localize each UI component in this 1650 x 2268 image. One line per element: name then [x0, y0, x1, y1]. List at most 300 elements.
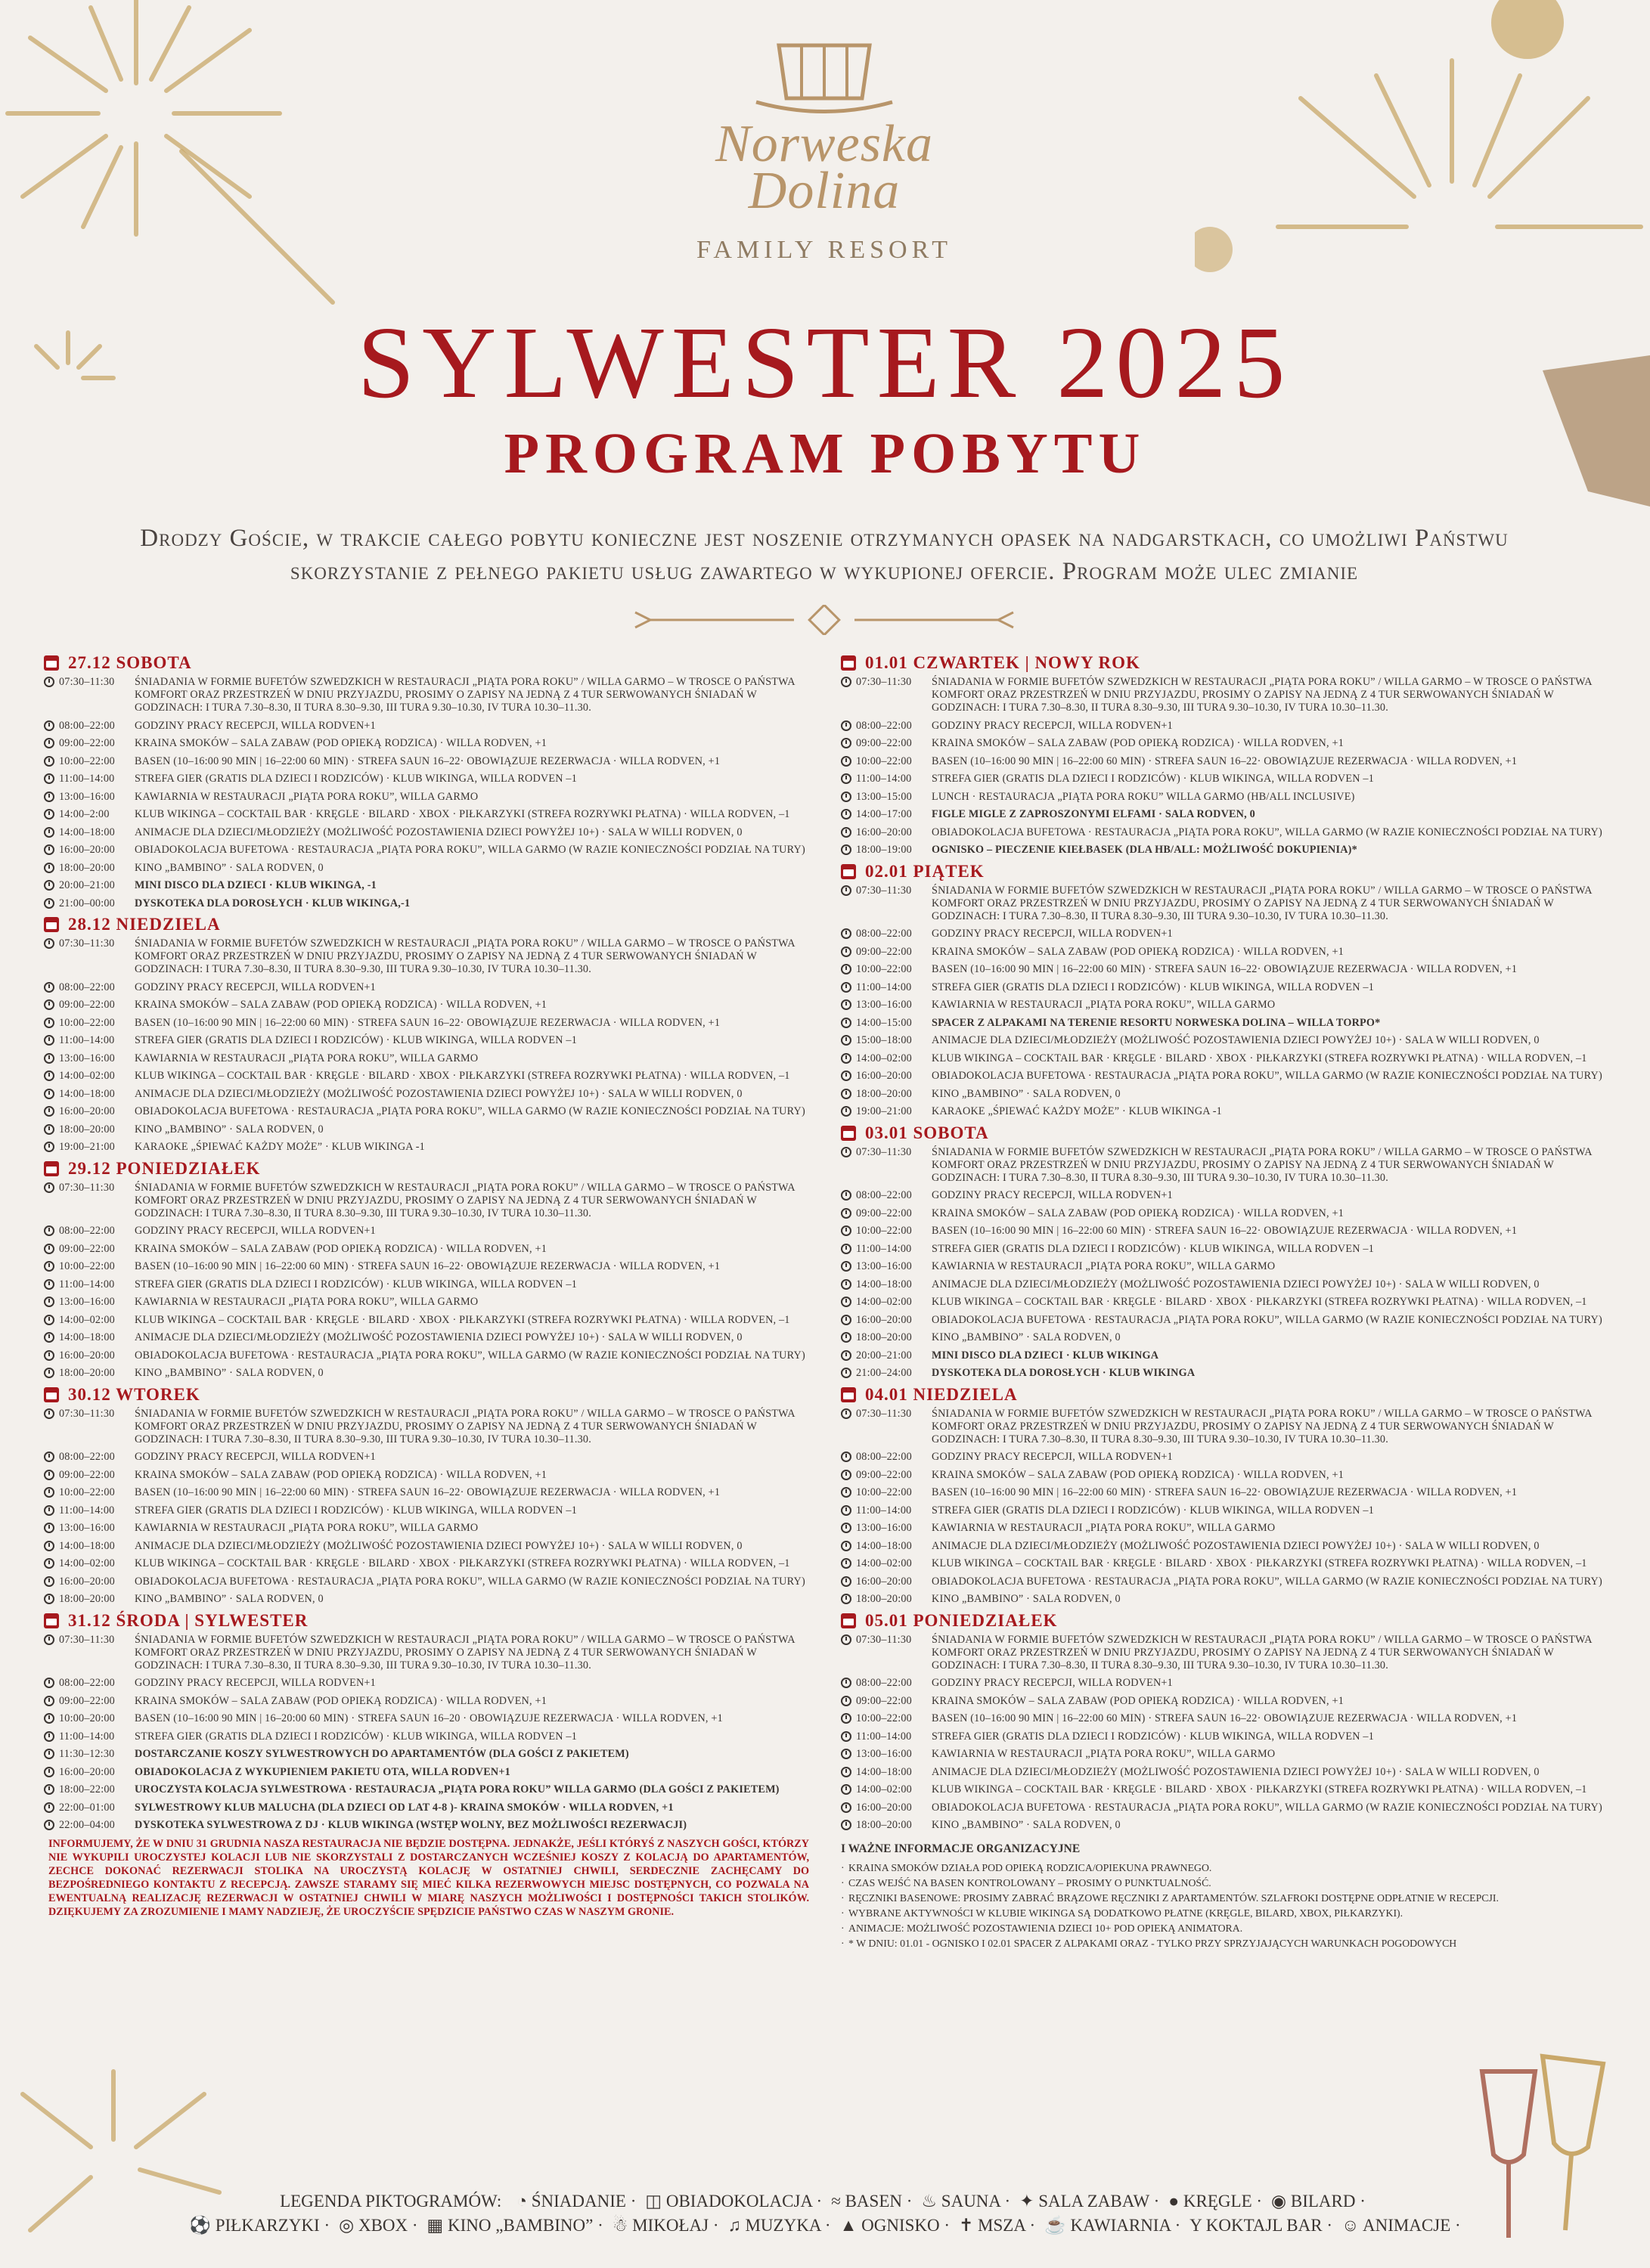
entry-description: ŚNIADANIA W FORMIE BUFETÓW SZWEDZKICH W RESTAURACJI „PIĄTA PORA ROKU” / WILLA GARMO – W TROSCE O PAŃSTWA KOMFORT ORAZ PRZESTRZEŃ W DNIU PRZYJAZDU, PROSIMY O ZAPISY NA JEDNĄ Z 4 TUR SERWOWANYCH ŚNIADAŃ W GODZINACH: I TURA 7.30–8.30, II TURA 8.30–9.30, III TURA 9.30–10.30, IV TURA 10.30–11.30. [932, 884, 1592, 922]
entry-description: UROCZYSTA KOLACJA SYLWESTROWA · RESTAURACJA „PIĄTA PORA ROKU” WILLA GARMO (DLA GOŚCI Z PAKIETEM) [135, 1783, 780, 1796]
legend-item-label: MUZYKA [745, 2216, 821, 2235]
schedule-entry [44, 720, 809, 733]
entry-description: OBIADOKOLACJA BUFETOWA · RESTAURACJA „PIĄTA PORA ROKU”, WILLA GARMO (W RAZIE KONIECZNOŚCI PODZIAŁ NA TURY) [135, 1105, 805, 1117]
entry-time: 08:00–22:00 [59, 1451, 115, 1463]
schedule-entry [44, 1314, 809, 1327]
schedule-entry [841, 999, 1606, 1012]
entry-time: 08:00–22:00 [856, 1189, 912, 1201]
entry-time: 13:00–16:00 [856, 1748, 912, 1760]
clock-icon [841, 1147, 851, 1157]
legend-item-label: MIKOŁAJ [632, 2216, 709, 2235]
legend-item: ◔ ŚNIADANIE · [516, 2192, 637, 2211]
clock-icon [44, 1713, 54, 1724]
entry-time: 08:00–22:00 [856, 719, 912, 732]
day-label: 02.01 PIĄTEK [865, 861, 985, 881]
clock-icon [44, 827, 54, 838]
schedule-entry [44, 1504, 809, 1517]
entry-description: KRAINA SMOKÓW – SALA ZABAW (POD OPIEKĄ RODZICA) · WILLA RODVEN, +1 [135, 1694, 547, 1707]
calendar-icon [841, 1126, 856, 1141]
info-icon: I [841, 1842, 848, 1855]
schedule-entry [44, 1634, 809, 1672]
clock-icon [841, 1802, 851, 1813]
entry-description: OGNISKO – PIECZENIE KIEŁBASEK (DLA HB/ALL: MOŻLIWOŚĆ DOKUPIENIA)* [932, 844, 1357, 856]
entry-time: 16:00–20:00 [59, 1765, 115, 1778]
calendar-icon [44, 1161, 59, 1176]
clock-icon [841, 1208, 851, 1219]
clock-icon [44, 1784, 54, 1795]
calendar-icon [44, 1387, 59, 1402]
entry-description: KRAINA SMOKÓW – SALA ZABAW (POD OPIEKĄ RODZICA) · WILLA RODVEN, +1 [135, 1468, 547, 1481]
clock-icon [841, 1576, 851, 1587]
entry-time: 09:00–22:00 [856, 1694, 912, 1707]
entry-time: 14:00–17:00 [856, 808, 912, 820]
entry-time: 16:00–20:00 [856, 1801, 912, 1814]
entry-description: KINO „BAMBINO” · SALA RODVEN, 0 [932, 1331, 1121, 1343]
schedule-entry [44, 1748, 809, 1761]
schedule-entry [44, 755, 809, 768]
schedule-entry [841, 1034, 1606, 1047]
schedule-entry [841, 1408, 1606, 1446]
schedule-entry [44, 1260, 809, 1273]
schedule-entry [841, 1189, 1606, 1202]
entry-description: OBIADOKOLACJA BUFETOWA · RESTAURACJA „PIĄTA PORA ROKU”, WILLA GARMO (W RAZIE KONIECZNOŚCI PODZIAŁ NA TURY) [932, 1313, 1602, 1326]
entry-description: ŚNIADANIA W FORMIE BUFETÓW SZWEDZKICH W RESTAURACJI „PIĄTA PORA ROKU” / WILLA GARMO – W TROSCE O PAŃSTWA KOMFORT ORAZ PRZESTRZEŃ W DNIU PRZYJAZDU, PROSIMY O ZAPISY NA JEDNĄ Z 4 TUR SERWOWANYCH ŚNIADAŃ W GODZINACH: I TURA 7.30–8.30, II TURA 8.30–9.30, III TURA 9.30–10.30, IV TURA 10.30–11.30. [932, 1407, 1592, 1445]
entry-time: 09:00–22:00 [59, 1242, 115, 1255]
entry-description: KAWIARNIA W RESTAURACJI „PIĄTA PORA ROKU”, WILLA GARMO [932, 1748, 1276, 1760]
day-label: 05.01 PONIEDZIAŁEK [865, 1610, 1058, 1630]
schedule-entry [44, 808, 809, 821]
calendar-icon [44, 1613, 59, 1628]
clock-icon [44, 999, 54, 1010]
clock-icon [841, 1713, 851, 1724]
clock-icon [44, 1576, 54, 1587]
entry-time: 08:00–22:00 [856, 928, 912, 940]
schedule-entry [44, 844, 809, 857]
clock-icon [44, 1523, 54, 1533]
schedule-entry [841, 1557, 1606, 1570]
clock-icon [841, 773, 851, 784]
clock-icon [44, 1261, 54, 1272]
entry-description: KAWIARNIA W RESTAURACJI „PIĄTA PORA ROKU”, WILLA GARMO [932, 1260, 1276, 1272]
clock-icon [44, 1142, 54, 1152]
entry-time: 07:30–11:30 [59, 937, 115, 950]
viking-ship-icon [749, 30, 900, 113]
legend-item-label: SAUNA [941, 2192, 1000, 2211]
entry-description: GODZINY PRACY RECEPCJI, WILLA RODVEN+1 [932, 719, 1173, 732]
day-section [841, 1611, 1606, 1833]
clock-icon [841, 999, 851, 1010]
clock-icon [841, 738, 851, 748]
clock-icon [44, 880, 54, 891]
schedule-entry [44, 1783, 809, 1796]
entry-time: 18:00–22:00 [59, 1783, 115, 1796]
clock-icon [841, 1820, 851, 1830]
clock-icon [44, 738, 54, 748]
schedule-entry [841, 1677, 1606, 1690]
schedule-entry [44, 1034, 809, 1047]
day-header [44, 1159, 809, 1179]
schedule-entry [44, 1557, 809, 1570]
info-item: · KRAINA SMOKÓW DZIAŁA POD OPIEKĄ RODZICA/OPIEKUNA PRAWNEGO. [841, 1861, 1606, 1876]
clock-icon [44, 1696, 54, 1706]
schedule-entry [44, 737, 809, 750]
entry-description: GODZINY PRACY RECEPCJI, WILLA RODVEN+1 [135, 1225, 376, 1237]
day-section [44, 915, 809, 1154]
entry-description: ANIMACJE DLA DZIECI/MŁODZIEŻY (MOŻLIWOŚĆ POZOSTAWIENIA DZIECI POWYŻEJ 10+) · SALA W WILLI RODVEN, 0 [932, 1278, 1540, 1290]
legend-item: ▲ OGNISKO · [839, 2216, 951, 2235]
clock-icon [841, 1350, 851, 1361]
clock-icon [44, 1225, 54, 1236]
clock-icon [841, 1558, 851, 1569]
entry-time: 13:00–15:00 [856, 790, 912, 803]
day-section [44, 653, 809, 910]
entry-time: 14:00–15:00 [856, 1016, 912, 1029]
clock-icon [44, 1035, 54, 1046]
info-item: · RĘCZNIKI BASENOWE: PROSIMY ZABRAĆ BRĄZOWE RĘCZNIKI Z APARTAMENTÓW. SZLAFROKI DOSTĘPNE ODPŁATNIE W RECEPCJI. [841, 1891, 1606, 1906]
legend-item: ◫ OBIADOKOLACJA · [645, 2192, 823, 2211]
schedule-entry [44, 1070, 809, 1083]
entry-description: GODZINY PRACY RECEPCJI, WILLA RODVEN+1 [135, 719, 376, 732]
schedule-entry [841, 1634, 1606, 1672]
entry-description: STREFA GIER (GRATIS DLA DZIECI I RODZICÓW) · KLUB WIKINGA, WILLA RODVEN –1 [932, 773, 1375, 785]
clock-icon [841, 1244, 851, 1254]
schedule-entry [841, 1522, 1606, 1535]
entry-time: 11:00–14:00 [59, 773, 115, 785]
entry-time: 09:00–22:00 [59, 1468, 115, 1481]
schedule-entry [841, 1819, 1606, 1832]
entry-description: STREFA GIER (GRATIS DLA DZIECI I RODZICÓW) · KLUB WIKINGA, WILLA RODVEN –1 [932, 1242, 1375, 1255]
legend-item-label: SALA ZABAW [1038, 2192, 1149, 2211]
legend-item-label: PIŁKARZYKI [215, 2216, 320, 2235]
day-header [44, 1611, 809, 1631]
clock-icon [44, 844, 54, 855]
calendar-icon [841, 1387, 856, 1402]
legend-item: ♫ MUZYKA · [727, 2216, 831, 2235]
entry-time: 09:00–22:00 [856, 737, 912, 749]
entry-description: STREFA GIER (GRATIS DLA DZIECI I RODZICÓW) · KLUB WIKINGA, WILLA RODVEN –1 [135, 1730, 578, 1743]
clock-icon [841, 756, 851, 767]
schedule-entry [841, 981, 1606, 994]
entry-time: 13:00–16:00 [856, 1522, 912, 1534]
schedule-entry [841, 808, 1606, 821]
clock-icon [841, 1297, 851, 1307]
entry-time: 09:00–22:00 [856, 945, 912, 958]
clock-icon [44, 1487, 54, 1498]
clock-icon [44, 1634, 54, 1645]
entry-time: 22:00–01:00 [59, 1801, 115, 1814]
clock-icon [841, 1279, 851, 1290]
clock-icon [44, 677, 54, 687]
entry-description: BASEN (10–16:00 90 MIN | 16–22:00 60 MIN) · STREFA SAUN 16–22· OBOWIĄZUJE REZERWACJA · WILLA RODVEN, +1 [932, 1486, 1518, 1498]
entry-description: KAWIARNIA W RESTAURACJI „PIĄTA PORA ROKU”, WILLA GARMO [135, 1052, 479, 1064]
day-section [44, 1385, 809, 1606]
entry-description: GODZINY PRACY RECEPCJI, WILLA RODVEN+1 [135, 1451, 376, 1463]
sauna-icon: ♨ [921, 2192, 938, 2211]
entry-description: KRAINA SMOKÓW – SALA ZABAW (POD OPIEKĄ RODZICA) · WILLA RODVEN, +1 [932, 1207, 1344, 1219]
schedule-left-column [44, 650, 809, 1919]
schedule-entry [841, 1730, 1606, 1743]
schedule-entry [841, 1469, 1606, 1482]
entry-time: 13:00–16:00 [59, 1296, 115, 1308]
logo-wordmark: Norweska Dolina [715, 115, 933, 220]
entry-time: 18:00–19:00 [856, 844, 912, 856]
day-section [44, 1611, 809, 1833]
entry-time: 14:00–02:00 [59, 1070, 115, 1082]
entry-description: KRAINA SMOKÓW – SALA ZABAW (POD OPIEKĄ RODZICA) · WILLA RODVEN, +1 [932, 1694, 1344, 1707]
clock-icon [841, 1018, 851, 1028]
clock-icon [841, 827, 851, 838]
schedule-entry [44, 1105, 809, 1118]
clock-icon [44, 1558, 54, 1569]
entry-description: KINO „BAMBINO” · SALA RODVEN, 0 [135, 1367, 324, 1379]
info-item: · WYBRANE AKTYWNOŚCI W KLUBIE WIKINGA SĄ DODATKOWO PŁATNE (KRĘGLE, BILARD, XBOX, PIŁKARZYKI). [841, 1906, 1606, 1921]
entry-description: KLUB WIKINGA – COCKTAIL BAR · KRĘGLE · BILARD · XBOX · PIŁKARZYKI (STREFA ROZRYWKI PŁATNA) · WILLA RODVEN, –1 [932, 1557, 1587, 1569]
schedule-entry [841, 1017, 1606, 1030]
entry-time: 14:00–18:00 [856, 1765, 912, 1778]
day-section [841, 653, 1606, 857]
entry-description: DOSTARCZANIE KOSZY SYLWESTROWYCH DO APARTAMENTÓW (DLA GOŚCI Z PAKIETEM) [135, 1748, 629, 1760]
schedule-entry [44, 1331, 809, 1344]
entry-time: 09:00–22:00 [856, 1207, 912, 1219]
clock-icon [841, 1261, 851, 1272]
day-header [44, 1385, 809, 1405]
entry-time: 08:00–22:00 [59, 1225, 115, 1237]
entry-description: STREFA GIER (GRATIS DLA DZIECI I RODZICÓW) · KLUB WIKINGA, WILLA RODVEN –1 [932, 1504, 1375, 1517]
schedule-entry [44, 1367, 809, 1380]
clock-icon [841, 1070, 851, 1081]
clock-icon [44, 1018, 54, 1028]
clock-icon [841, 792, 851, 802]
legend-item: ▦ KINO „BAMBINO” · [426, 2216, 603, 2235]
entry-description: ŚNIADANIA W FORMIE BUFETÓW SZWEDZKICH W RESTAURACJI „PIĄTA PORA ROKU” / WILLA GARMO – W TROSCE O PAŃSTWA KOMFORT ORAZ PRZESTRZEŃ W DNIU PRZYJAZDU, PROSIMY O ZAPISY NA JEDNĄ Z 4 TUR SERWOWANYCH ŚNIADAŃ W GODZINACH: I TURA 7.30–8.30, II TURA 8.30–9.30, III TURA 9.30–10.30, IV TURA 10.30–11.30. [932, 1633, 1592, 1672]
schedule-entry [841, 1088, 1606, 1101]
entry-time: 07:30–11:30 [856, 1407, 912, 1420]
entry-time: 11:00–14:00 [856, 981, 912, 993]
clock-icon [841, 1541, 851, 1551]
entry-description: STREFA GIER (GRATIS DLA DZIECI I RODZICÓW) · KLUB WIKINGA, WILLA RODVEN –1 [135, 1504, 578, 1517]
entry-description: BASEN (10–16:00 90 MIN | 16–22:00 60 MIN) · STREFA SAUN 16–22· OBOWIĄZUJE REZERWACJA · WILLA RODVEN, +1 [932, 1225, 1518, 1237]
entry-description: DYSKOTEKA SYLWESTROWA Z DJ · KLUB WIKINGA (WSTĘP WOLNY, BEZ MOŻLIWOŚCI REZERWACJI) [135, 1819, 687, 1831]
day-label: 03.01 SOBOTA [865, 1123, 989, 1142]
day-label: 29.12 PONIEDZIAŁEK [68, 1158, 261, 1178]
clock-icon [44, 1124, 54, 1135]
schedule-entry [44, 879, 809, 892]
entry-time: 07:30–11:30 [856, 1633, 912, 1646]
schedule-entry [44, 1451, 809, 1464]
clock-icon [841, 964, 851, 974]
entry-time: 21:00–00:00 [59, 897, 115, 909]
entry-time: 18:00–20:00 [59, 1593, 115, 1605]
schedule-entry [841, 1278, 1606, 1291]
clock-icon [841, 1594, 851, 1604]
calendar-icon [841, 655, 856, 671]
clock-icon [44, 1332, 54, 1343]
entry-time: 22:00–04:00 [59, 1819, 115, 1831]
clock-icon [841, 1089, 851, 1099]
schedule-entry [44, 1730, 809, 1743]
breakfast-icon: ◔ [516, 2192, 527, 2211]
schedule-entry [44, 1278, 809, 1291]
clock-icon [841, 1523, 851, 1533]
entry-time: 10:00–22:00 [856, 1712, 912, 1724]
entry-description: ŚNIADANIA W FORMIE BUFETÓW SZWEDZKICH W RESTAURACJI „PIĄTA PORA ROKU” / WILLA GARMO – W TROSCE O PAŃSTWA KOMFORT ORAZ PRZESTRZEŃ W DNIU PRZYJAZDU, PROSIMY O ZAPISY NA JEDNĄ Z 4 TUR SERWOWANYCH ŚNIADAŃ W GODZINACH: I TURA 7.30–8.30, II TURA 8.30–9.30, III TURA 9.30–10.30, IV TURA 10.30–11.30. [135, 1407, 795, 1445]
schedule-entry [841, 963, 1606, 976]
schedule-entry [841, 844, 1606, 857]
legend-item: ⚽ PIŁKARZYKI · [189, 2216, 330, 2235]
day-header [841, 1611, 1606, 1631]
music-icon: ♫ [727, 2216, 741, 2235]
schedule-entry [44, 897, 809, 910]
clock-icon [44, 1678, 54, 1688]
entry-time: 14:00–18:00 [856, 1278, 912, 1290]
legend-item: ✝ MSZA · [959, 2216, 1036, 2235]
entry-description: GODZINY PRACY RECEPCJI, WILLA RODVEN+1 [932, 1189, 1173, 1201]
schedule-entry [44, 1576, 809, 1588]
schedule-entry [44, 1540, 809, 1553]
clock-icon [841, 1452, 851, 1462]
entry-time: 09:00–22:00 [59, 999, 115, 1011]
entry-time: 16:00–20:00 [856, 826, 912, 838]
entry-time: 18:00–20:00 [59, 1367, 115, 1379]
legend-item: Y KOKTAJL BAR · [1189, 2216, 1333, 2235]
restaurant-notice: INFORMUJEMY, ŻE W DNIU 31 GRUDNIA NASZA RESTAURACJA NIE BĘDZIE DOSTĘPNA. JEDNAKŻE, JEŚLI KTÓRYŚ Z NASZYCH GOŚCI, KTÓRZY NIE WYKUPILI UROCZYSTEJ KOLACJI LUB NIE SKORZYSTALI Z DOSTARCZANYCH WCZEŚNIEJ KOSZY Z KOLACJĄ DO APARTAMENTÓW, ZECHCE DOKONAĆ REZERWACJI STOLIKA NA UROCZYSTĄ KOLACJĘ W OSTATNIEJ CHWILI, SERDECZNIE ZACHĘCAMY DO BEZPOŚREDNIEGO KONTAKTU Z RECEPCJĄ. ZAWSZE STARAMY SIĘ MIEĆ KILKA REZERWOWYCH MIEJSC DOSTĘPNYCH, CO POZWALA NA EWENTUALNĄ REALIZACJĘ REZERWACJI W OSTATNIEJ CHWILI W MIARĘ NASZYCH MOŻLIWOŚCI I DOSTĘPNOŚCI TAKICH STOLIKÓW. DZIĘKUJEMY ZA ZROZUMIENIE I MAMY NADZIEJĘ, ŻE UROCZYŚCIE SPĘDZICIE PAŃSTWO CZAS W NASZYM GRONIE. [48, 1837, 809, 1918]
schedule-entry [44, 999, 809, 1012]
legend-item: ≈ BASEN · [831, 2192, 913, 2211]
legend-item: ☃ MIKOŁAJ · [612, 2216, 719, 2235]
bowling-icon: ● [1168, 2192, 1180, 2211]
entry-description: KRAINA SMOKÓW – SALA ZABAW (POD OPIEKĄ RODZICA) · WILLA RODVEN, +1 [932, 945, 1344, 958]
schedule-entry [841, 946, 1606, 959]
entry-description: ANIMACJE DLA DZIECI/MŁODZIEŻY (MOŻLIWOŚĆ POZOSTAWIENIA DZIECI POWYŻEJ 10+) · SALA W WILLI RODVEN, 0 [135, 826, 743, 838]
entry-description: BASEN (10–16:00 90 MIN | 16–22:00 60 MIN) · STREFA SAUN 16–22· OBOWIĄZUJE REZERWACJA · WILLA RODVEN, +1 [932, 963, 1518, 975]
entry-description: BASEN (10–16:00 90 MIN | 16–22:00 60 MIN) · STREFA SAUN 16–22· OBOWIĄZUJE REZERWACJA · WILLA RODVEN, +1 [135, 754, 721, 767]
clock-icon [44, 1089, 54, 1099]
legend-item-label: KINO „BAMBINO” [448, 2216, 594, 2235]
clock-icon [841, 809, 851, 820]
entry-description: BASEN (10–16:00 90 MIN | 16–22:00 60 MIN) · STREFA SAUN 16–22· OBOWIĄZUJE REZERWACJA · WILLA RODVEN, +1 [932, 1712, 1518, 1724]
legend-item: ☺ ANIMACJE · [1341, 2216, 1461, 2235]
entry-description: KRAINA SMOKÓW – SALA ZABAW (POD OPIEKĄ RODZICA) · WILLA RODVEN, +1 [135, 737, 547, 749]
info-item: · CZAS WEJŚĆ NA BASEN KONTROLOWANY – PROSIMY O PUNKTUALNOŚĆ. [841, 1876, 1606, 1891]
schedule-entry [44, 773, 809, 785]
clock-icon [44, 1368, 54, 1378]
entry-time: 14:00–18:00 [59, 1331, 115, 1343]
schedule-right-column [841, 650, 1606, 1951]
clock-icon [44, 773, 54, 784]
clock-icon [841, 677, 851, 687]
xbox-icon: ◎ [339, 2216, 355, 2235]
entry-time: 13:00–16:00 [59, 790, 115, 803]
clock-icon [841, 1767, 851, 1777]
entry-description: KINO „BAMBINO” · SALA RODVEN, 0 [135, 1593, 324, 1605]
entry-time: 16:00–20:00 [59, 1575, 115, 1588]
entry-description: KAWIARNIA W RESTAURACJI „PIĄTA PORA ROKU”, WILLA GARMO [135, 790, 479, 803]
schedule-entry [841, 737, 1606, 750]
schedule-entry [841, 1349, 1606, 1362]
schedule-entry [841, 928, 1606, 940]
entry-description: BASEN (10–16:00 90 MIN | 16–20:00 60 MIN) · STREFA SAUN 16–20 · OBOWIĄZUJE REZERWACJA · WILLA RODVEN, +1 [135, 1712, 723, 1724]
schedule-entry [44, 1522, 809, 1535]
clock-icon [44, 1731, 54, 1742]
page-subtitle: PROGRAM POBYTU [504, 422, 1146, 485]
entry-description: ANIMACJE DLA DZIECI/MŁODZIEŻY (MOŻLIWOŚĆ POZOSTAWIENIA DZIECI POWYŻEJ 10+) · SALA W WILLI RODVEN, 0 [135, 1331, 743, 1343]
schedule-entry [841, 1695, 1606, 1708]
legend-item-label: KAWIARNIA [1070, 2216, 1171, 2235]
entry-time: 11:00–14:00 [59, 1730, 115, 1743]
entry-time: 11:00–14:00 [59, 1278, 115, 1290]
calendar-icon [44, 917, 59, 932]
schedule-entry [841, 1225, 1606, 1238]
clock-icon [841, 1332, 851, 1343]
schedule-entry [44, 1349, 809, 1362]
entry-description: KAWIARNIA W RESTAURACJI „PIĄTA PORA ROKU”, WILLA GARMO [932, 999, 1276, 1011]
entry-time: 07:30–11:30 [59, 1407, 115, 1420]
clock-icon [841, 1784, 851, 1795]
clock-icon [44, 756, 54, 767]
schedule-entry [841, 791, 1606, 804]
schedule-entry [841, 1486, 1606, 1499]
entry-description: ANIMACJE DLA DZIECI/MŁODZIEŻY (MOŻLIWOŚĆ POZOSTAWIENIA DZIECI POWYŻEJ 10+) · SALA W WILLI RODVEN, 0 [932, 1539, 1540, 1552]
schedule-entry [44, 1677, 809, 1690]
clock-icon [841, 1368, 851, 1378]
entry-time: 18:00–20:00 [59, 1123, 115, 1136]
schedule-entry [44, 1766, 809, 1779]
entry-description: GODZINY PRACY RECEPCJI, WILLA RODVEN+1 [135, 1677, 376, 1689]
entry-time: 07:30–11:30 [856, 1145, 912, 1158]
clock-icon [841, 1634, 851, 1645]
clock-icon [44, 1408, 54, 1419]
clock-icon [44, 720, 54, 731]
day-label: 30.12 WTOREK [68, 1384, 200, 1404]
entry-description: KINO „BAMBINO” · SALA RODVEN, 0 [932, 1819, 1121, 1831]
entry-time: 11:00–14:00 [59, 1504, 115, 1517]
entry-description: STREFA GIER (GRATIS DLA DZIECI I RODZICÓW) · KLUB WIKINGA, WILLA RODVEN –1 [135, 773, 578, 785]
clock-icon [44, 792, 54, 802]
clock-icon [841, 1035, 851, 1046]
entry-time: 14:00–02:00 [856, 1296, 912, 1308]
day-label: 31.12 ŚRODA | SYLWESTER [68, 1610, 309, 1630]
entry-time: 11:00–14:00 [856, 1504, 912, 1517]
clock-icon [44, 982, 54, 993]
entry-time: 14:00–02:00 [856, 1052, 912, 1064]
entry-description: BASEN (10–16:00 90 MIN | 16–22:00 60 MIN) · STREFA SAUN 16–22· OBOWIĄZUJE REZERWACJA · WILLA RODVEN, +1 [135, 1486, 721, 1498]
schedule-entry [44, 1052, 809, 1065]
clock-icon [841, 1315, 851, 1325]
day-header [841, 1123, 1606, 1143]
intro-text: Drodzy Goście, w trakcie całego pobytu konieczne jest noszenie otrzymanych opasek na nadgarstkach, co umożliwi Państwu skorzystanie z pełnego pakietu usług zawartego w wykupionej ofercie. Program może ulec zmianie [140, 525, 1509, 585]
entry-time: 09:00–22:00 [59, 737, 115, 749]
campfire-icon: ▲ [839, 2216, 858, 2235]
clock-icon [44, 1767, 54, 1777]
entry-description: KINO „BAMBINO” · SALA RODVEN, 0 [932, 1593, 1121, 1605]
entry-time: 14:00–2:00 [59, 808, 110, 820]
info-heading [841, 1842, 1606, 1856]
cafe-icon: ☕ [1044, 2216, 1066, 2235]
schedule-entry [44, 1695, 809, 1708]
entry-description: GODZINY PRACY RECEPCJI, WILLA RODVEN+1 [932, 928, 1173, 940]
schedule-entry [841, 720, 1606, 733]
legend-item-label: KOKTAJL BAR [1205, 2216, 1323, 2235]
legend-item-label: OBIADOKOLACJA [665, 2192, 812, 2211]
legend-item-label: BILARD [1290, 2192, 1356, 2211]
entry-description: ŚNIADANIA W FORMIE BUFETÓW SZWEDZKICH W RESTAURACJI „PIĄTA PORA ROKU” / WILLA GARMO – W TROSCE O PAŃSTWA KOMFORT ORAZ PRZESTRZEŃ W DNIU PRZYJAZDU, PROSIMY O ZAPISY NA JEDNĄ Z 4 TUR SERWOWANYCH ŚNIADAŃ W GODZINACH: I TURA 7.30–8.30, II TURA 8.30–9.30, III TURA 9.30–10.30, IV TURA 10.30–11.30. [932, 1145, 1592, 1184]
entry-time: 07:30–11:30 [856, 884, 912, 897]
entry-description: STREFA GIER (GRATIS DLA DZIECI I RODZICÓW) · KLUB WIKINGA, WILLA RODVEN –1 [932, 1730, 1375, 1743]
schedule-entry [841, 1146, 1606, 1185]
clock-icon [841, 1053, 851, 1064]
schedule-entry [44, 1408, 809, 1446]
schedule-entry [44, 1225, 809, 1238]
